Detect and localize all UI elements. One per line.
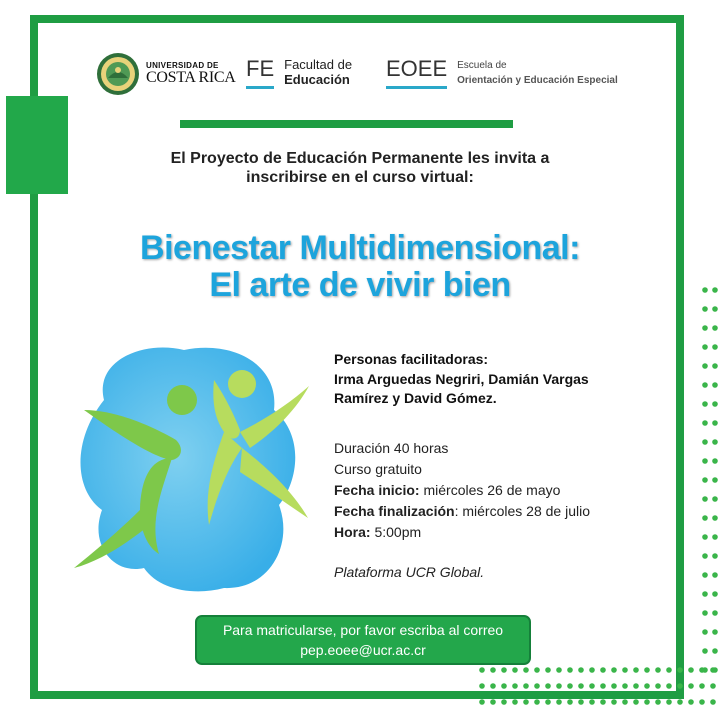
facilitators-line2: Ramírez y David Gómez. (334, 390, 497, 407)
decorative-dot (702, 534, 708, 540)
ucr-logo (96, 52, 236, 96)
decorative-dot (567, 667, 573, 673)
decorative-dot (490, 667, 496, 673)
decorative-dot (545, 699, 551, 705)
decorative-dot (512, 667, 518, 673)
decorative-dot (702, 496, 708, 502)
decorative-dot (712, 648, 718, 654)
decorative-dot (712, 401, 718, 407)
decorative-dot (710, 683, 716, 689)
course-details (334, 438, 674, 543)
decorative-dot (501, 667, 507, 673)
decorative-dot (567, 683, 573, 689)
decorative-dot (712, 553, 718, 559)
decorative-dot (702, 306, 708, 312)
decorative-dot (666, 683, 672, 689)
course-title-line2: El arte de vivir bien (209, 266, 511, 305)
facilitators-block (334, 350, 674, 409)
fe-logo (246, 58, 352, 89)
decorative-dot (712, 325, 718, 331)
header-divider-bar (180, 120, 513, 128)
decorative-dot (578, 683, 584, 689)
invitation-text (100, 149, 620, 187)
decorative-dot (611, 667, 617, 673)
fe-name-line2: Educación (284, 71, 350, 87)
decorative-dot (545, 683, 551, 689)
decorative-dot (702, 591, 708, 597)
decorative-dots-right (700, 285, 720, 685)
decorative-dot (556, 699, 562, 705)
decorative-dot (501, 683, 507, 689)
decorative-dot (712, 420, 718, 426)
decorative-dot (702, 515, 708, 521)
eoee-name-line1: Escuela de (457, 60, 507, 71)
end-date-value: : miércoles 28 de julio (454, 503, 590, 519)
decorative-dot (644, 699, 650, 705)
start-date-row (334, 480, 674, 501)
eoee-abbreviation: EOEE (386, 58, 447, 89)
decorative-dot (655, 683, 661, 689)
decorative-dot (677, 699, 683, 705)
university-seal-icon (96, 52, 140, 96)
facilitators-label: Personas facilitadoras: (334, 351, 489, 367)
decorative-dot (712, 591, 718, 597)
decorative-dot (611, 683, 617, 689)
decorative-dot (578, 699, 584, 705)
decorative-dot (600, 683, 606, 689)
decorative-dot (702, 344, 708, 350)
decorative-dot (712, 629, 718, 635)
decorative-dot (702, 287, 708, 293)
decorative-dot (702, 610, 708, 616)
decorative-dot (712, 363, 718, 369)
decorative-dot (523, 683, 529, 689)
time-label: Hora: (334, 524, 371, 540)
decorative-dot (534, 667, 540, 673)
decorative-dot (622, 683, 628, 689)
decorative-dot (523, 699, 529, 705)
decorative-dot (545, 667, 551, 673)
decorative-dot (710, 667, 716, 673)
ucr-name-line1: UNIVERSIDAD DE (146, 61, 219, 70)
facilitators-line1: Irma Arguedas Negriri, Damián Vargas (334, 370, 589, 387)
time-row (334, 522, 674, 543)
decorative-dot (633, 699, 639, 705)
decorative-dot (702, 629, 708, 635)
platform-text: Plataforma UCR Global. (334, 564, 485, 580)
decorative-dot (702, 553, 708, 559)
eoee-name-line2: Orientación y Educación Especial (457, 75, 618, 86)
decorative-dot (501, 699, 507, 705)
decorative-dot (512, 699, 518, 705)
decorative-dot (479, 699, 485, 705)
decorative-dot (589, 667, 595, 673)
course-title-line1: Bienestar Multidimensional: (140, 229, 580, 267)
decorative-dot (688, 683, 694, 689)
enrollment-instruction: Para matricularse, por favor escriba al correo (222, 622, 504, 638)
decorative-dot (702, 572, 708, 578)
start-date-label: Fecha inicio: (334, 482, 420, 498)
decorative-dot (712, 287, 718, 293)
decorative-dot (622, 667, 628, 673)
decorative-dot (600, 699, 606, 705)
decorative-dot (523, 667, 529, 673)
end-date-label: Fecha finalización (334, 503, 455, 519)
decorative-dot (699, 683, 705, 689)
invitation-line2: inscribirse en el curso virtual: (246, 169, 474, 187)
decorative-dot (712, 610, 718, 616)
decorative-dot (712, 534, 718, 540)
decorative-dot (578, 667, 584, 673)
decorative-dot (688, 699, 694, 705)
duration: Duración 40 horas (334, 440, 449, 456)
decorative-dot (490, 683, 496, 689)
decorative-dot (677, 683, 683, 689)
fe-name-line1: Facultad de (284, 57, 353, 72)
decorative-dots-bottom (478, 664, 720, 710)
enrollment-contact-box (195, 615, 531, 665)
decorative-dot (699, 667, 705, 673)
decorative-dot (567, 699, 573, 705)
decorative-dot (633, 667, 639, 673)
eoee-logo (386, 58, 618, 89)
decorative-dot (702, 477, 708, 483)
decorative-dot (710, 699, 716, 705)
decorative-dot (556, 667, 562, 673)
decorative-dot (611, 699, 617, 705)
contact-email[interactable]: pep.eoee@ucr.ac.cr (300, 642, 426, 659)
decorative-dot (712, 496, 718, 502)
decorative-dot (702, 382, 708, 388)
decorative-dot (702, 439, 708, 445)
decorative-dot (479, 667, 485, 673)
decorative-dot (712, 572, 718, 578)
decorative-dot (655, 699, 661, 705)
decorative-dot (712, 439, 718, 445)
decorative-dot (479, 683, 485, 689)
decorative-dot (600, 667, 606, 673)
decorative-dot (556, 683, 562, 689)
decorative-dot (712, 382, 718, 388)
decorative-dot (666, 667, 672, 673)
decorative-dot (644, 667, 650, 673)
decorative-dot (712, 515, 718, 521)
decorative-dot (655, 667, 661, 673)
decorative-dot (702, 401, 708, 407)
decorative-dot (712, 306, 718, 312)
decorative-dot (633, 683, 639, 689)
decorative-dot (712, 477, 718, 483)
time-value: 5:00pm (370, 524, 422, 540)
decorative-dot (702, 363, 708, 369)
decorative-dot (702, 458, 708, 464)
decorative-dot (534, 699, 540, 705)
decorative-dot (644, 683, 650, 689)
decorative-dot (702, 648, 708, 654)
two-figures-illustration (64, 340, 312, 596)
decorative-dot (512, 683, 518, 689)
decorative-dot (589, 683, 595, 689)
decorative-dot (702, 420, 708, 426)
decorative-dot (677, 667, 683, 673)
start-date-value: miércoles 26 de mayo (419, 482, 561, 498)
decorative-dot (534, 683, 540, 689)
decorative-dot (699, 699, 705, 705)
course-title (60, 230, 660, 305)
cost: Curso gratuito (334, 461, 422, 477)
decorative-dot (622, 699, 628, 705)
decorative-dot (702, 325, 708, 331)
decorative-dot (712, 458, 718, 464)
decorative-dot (666, 699, 672, 705)
fe-abbreviation: FE (246, 58, 274, 89)
end-date-row (334, 501, 674, 522)
invitation-line1: El Proyecto de Educación Permanente les invita a (170, 150, 550, 167)
decorative-dot (712, 344, 718, 350)
decorative-green-block (6, 96, 68, 194)
decorative-dot (589, 699, 595, 705)
decorative-dot (490, 699, 496, 705)
decorative-dot (688, 667, 694, 673)
ucr-name-line2: COSTA RICA (146, 69, 236, 86)
